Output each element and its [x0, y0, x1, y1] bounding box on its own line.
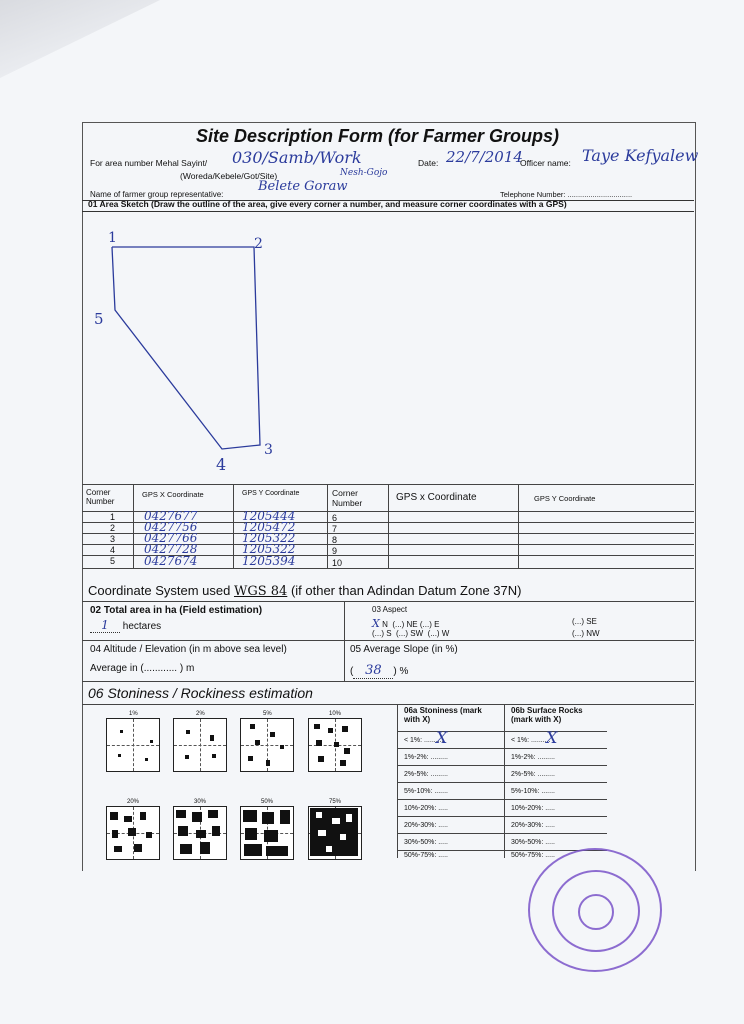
stoniness-b-mark: X — [546, 728, 558, 747]
rep-value: Belete Goraw — [258, 179, 348, 194]
officer-value: Taye Kefyalew — [582, 146, 699, 165]
date-value: 22/7/2014 — [446, 148, 523, 166]
sketch-label-4: 4 — [216, 455, 227, 474]
area-value-ha: 1 — [90, 618, 120, 633]
stoniness-grid-2: 2% — [173, 718, 227, 772]
stoniness-a-row: 2%-5%: ......... — [404, 771, 448, 778]
stoniness-b-row: 30%-50%: ..... — [511, 839, 555, 846]
stoniness-a-row: 5%-10%: ....... — [404, 788, 448, 795]
section01-title: 01 Area Sketch (Draw the outline of the area, give every corner a number, and measure corner coordinates with a GPS) — [88, 199, 567, 209]
aspect-row-1: X N (...) NE (...) E — [372, 617, 440, 630]
area-value: 030/Samb/Work — [232, 148, 362, 167]
aspect-se: (...) SE — [572, 617, 597, 626]
sketch-label-2: 2 — [254, 236, 263, 252]
stoniness-b-row: 50%-75%: ..... — [511, 852, 555, 859]
stoniness-b-row: 1%-2%: ......... — [511, 754, 555, 761]
section04-line: Average in (............ ) m — [90, 663, 195, 674]
coord-system-note: (if other than Adindan Datum Zone 37N) — [290, 583, 522, 598]
th-gps-x-2: GPS x Coordinate — [396, 492, 477, 503]
th-gps-y: GPS Y Coordinate — [242, 490, 300, 497]
date-label: Date: — [418, 158, 439, 168]
th-corner-2: Corner Number — [332, 488, 363, 508]
stoniness-a-mark: X — [436, 728, 448, 747]
th-corner: Corner Number — [86, 488, 115, 506]
stoniness-b-row: 2%-5%: ......... — [511, 771, 555, 778]
section05-line: ( 38 ) % — [350, 663, 409, 678]
stoniness-b-row: 10%-20%: ..... — [511, 805, 555, 812]
area-unit: hectares — [122, 621, 162, 632]
stoniness-a-row: 20%-30%: ..... — [404, 822, 448, 829]
section05-title: 05 Average Slope (in %) — [350, 644, 458, 655]
th-gps-x: GPS X Coordinate — [142, 490, 204, 499]
aspect-mark: X — [372, 617, 380, 630]
stoniness-a-row: 10%-20%: ..... — [404, 805, 448, 812]
sketch-label-3: 3 — [264, 442, 273, 458]
stoniness-grid-6: 30% — [173, 806, 227, 860]
phone-label: Telephone Number: ............................... — [500, 190, 633, 199]
stoniness-header-b: 06b Surface Rocks (mark with X) — [511, 706, 583, 724]
form-title: Site Description Form (for Farmer Groups) — [196, 126, 560, 146]
stoniness-grid-8: 75% — [308, 806, 362, 860]
coord-system-label: Coordinate System used — [88, 583, 231, 598]
stoniness-grid-3: 5% — [240, 718, 294, 772]
stoniness-grid-7: 50% — [240, 806, 294, 860]
coord-system-value: WGS 84 — [233, 584, 288, 599]
stoniness-b-row: < 1%: .......... — [511, 737, 551, 744]
section03-title: 03 Aspect — [372, 605, 408, 614]
slope-value: 38 — [353, 663, 393, 679]
section02-title: 02 Total area in ha (Field estimation) — [90, 605, 263, 616]
rep-label: Name of farmer group representative: — [90, 190, 224, 199]
section04-title: 04 Altitude / Elevation (in m above sea level) — [90, 644, 287, 655]
sketch-label-1: 1 — [108, 230, 117, 246]
stoniness-a-row: 50%-75%: ..... — [404, 852, 448, 859]
woreda-label: (Woreda/Kebele/Got/Site) — [180, 171, 278, 181]
area-sub: Nesh-Gojo — [340, 168, 388, 178]
stoniness-b-row: 5%-10%: ....... — [511, 788, 555, 795]
official-stamp — [528, 848, 662, 972]
stoniness-b-row: 20%-30%: ..... — [511, 822, 555, 829]
area-label: For area number Mehal Sayint/ — [90, 158, 208, 168]
sketch-label-5: 5 — [94, 310, 104, 328]
th-gps-y-2: GPS Y Coordinate — [534, 494, 596, 503]
stoniness-grid-5: 20% — [106, 806, 160, 860]
aspect-row-2: (...) S (...) SW (...) W — [372, 629, 450, 638]
section06-title: 06 Stoniness / Rockiness estimation — [88, 685, 313, 701]
stoniness-a-row: 1%-2%: ......... — [404, 754, 448, 761]
officer-label: Officer name: — [520, 158, 571, 168]
stoniness-grid-1: 1% — [106, 718, 160, 772]
stoniness-grid-4: 10% — [308, 718, 362, 772]
stoniness-header-a: 06a Stoniness (mark with X) — [404, 706, 482, 724]
stoniness-a-row: 30%-50%: ..... — [404, 839, 448, 846]
aspect-nw: (...) NW — [572, 629, 600, 638]
stoniness-a-row: < 1%: .......... — [404, 737, 444, 744]
